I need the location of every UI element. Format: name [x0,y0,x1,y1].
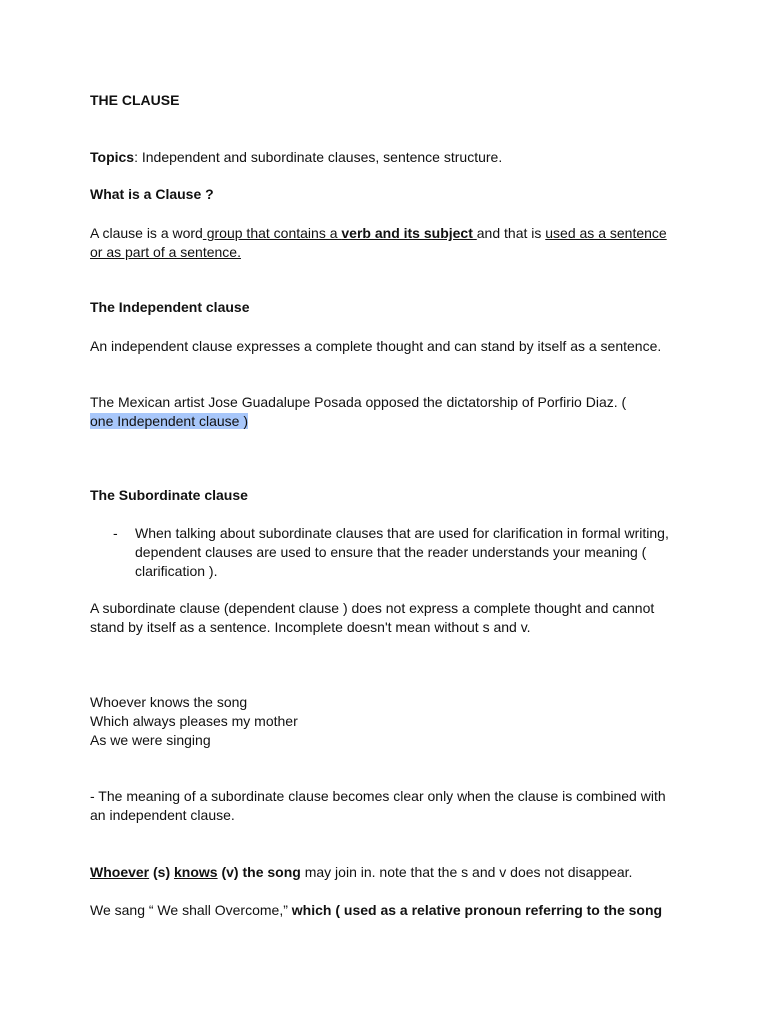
what-is-clause-heading: What is a Clause ? [90,186,214,202]
meaning-note: - The meaning of a subordinate clause becomes clear only when the clause is combined with an independent clause. [90,788,666,823]
analysis-rest: may join in. note that the s and v does not disappear. [300,864,633,880]
analysis-whoever: Whoever [90,864,150,880]
subordinate-definition: A subordinate clause (dependent clause ) does not express a complete thought and cannot stand by itself as a sentence. Incomplete doesn't mean without s and v. [90,600,655,635]
analysis-knows: knows [174,864,218,880]
bullet-marker: - [113,525,118,541]
independent-example [90,393,652,431]
list-item: Which always pleases my mother [90,713,298,729]
definition-part-4: and that is [476,225,546,241]
list-item: Whoever knows the song [90,694,248,710]
topics-label: Topics [90,149,135,165]
topics-text: : Independent and subordinate clauses, sentence structure. [134,149,503,165]
definition-verb-subject: verb and its subject [341,225,477,241]
independent-definition: An independent clause expresses a complete thought and can stand by itself as a sentence. [90,338,662,354]
last-line-plain: We sang “ We shall Overcome,” [90,902,292,918]
example-highlight: one Independent clause ) [90,413,249,429]
independent-clause-heading: The Independent clause [90,299,250,315]
definition-part-2: group that contains a [202,225,342,241]
example-sentence: The Mexican artist Jose Guadalupe Posada opposed the dictatorship of Porfirio Diaz. ( [90,394,627,410]
analysis-line [90,863,690,882]
analysis-verb-song: (v) the song [217,864,301,880]
subordinate-clause-heading: The Subordinate clause [90,487,248,503]
clause-definition [90,224,680,262]
last-line-bold: which ( used as a relative pronoun referring to the song [291,902,663,918]
last-line [90,901,710,920]
list-item: As we were singing [90,732,211,748]
definition-part-1: A clause is a word [90,225,203,241]
document-title: THE CLAUSE [90,92,180,108]
bullet-text: When talking about subordinate clauses that are used for clarification in formal writing, dependent clauses are used to ensure that the reader understands your meaning ( clarification ). [135,525,669,579]
analysis-subject-tag: (s) [149,864,175,880]
examples-list [90,693,690,750]
definition-part-5: used as a sentence or as part of a sentence. [90,225,667,260]
topics-line [90,148,690,167]
